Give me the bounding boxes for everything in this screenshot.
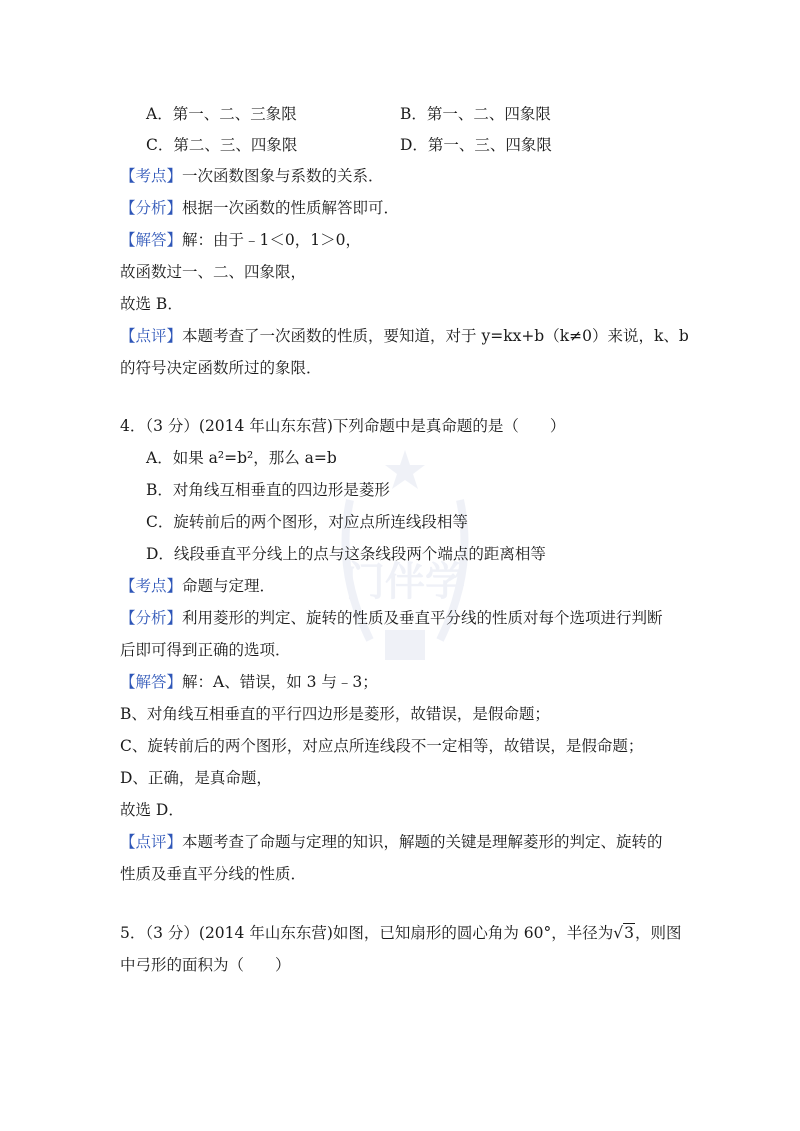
q3-kaodian bbox=[120, 165, 384, 187]
q5-stem bbox=[120, 922, 682, 944]
q4-solution-b: B、对角线互相垂直的平行四边形是菱形，故错误，是假命题； bbox=[120, 705, 550, 723]
q4-stem: 4．（3 分）(2014 年山东东营)下列命题中是真命题的是（ ） bbox=[120, 417, 566, 435]
fenxi-tag: 【分析】 bbox=[120, 199, 183, 217]
kaodian-tag: 【考点】 bbox=[120, 577, 183, 595]
dianping-tag: 【点评】 bbox=[120, 833, 183, 851]
q4-selection: 故选 D． bbox=[120, 801, 184, 819]
q3-option-c: C．第二、三、四象限 bbox=[146, 136, 298, 154]
q3-option-d: D．第一、三、四象限 bbox=[400, 136, 552, 154]
q4-fenxi bbox=[120, 607, 663, 629]
jieda-text: 解：A、错误，如 3 与﹣3； bbox=[182, 673, 378, 691]
q5-stem-line-2: 中弓形的面积为（ ） bbox=[120, 956, 291, 974]
fenxi-text: 根据一次函数的性质解答即可． bbox=[182, 199, 400, 217]
watermark-text: 门伴学 bbox=[345, 559, 465, 605]
sqrt-radical: √3 bbox=[613, 924, 635, 942]
q3-option-b: B．第一、二、四象限 bbox=[400, 105, 551, 123]
q4-dianping-line-2: 性质及垂直平分线的性质． bbox=[120, 865, 307, 883]
dianping-text: 本题考查了命题与定理的知识，解题的关键是理解菱形的判定、旋转的 bbox=[182, 833, 663, 851]
q3-fenxi bbox=[120, 197, 399, 219]
fenxi-text: 利用菱形的判定、旋转的性质及垂直平分线的性质对每个选项进行判断 bbox=[182, 609, 663, 627]
q3-solution-line-2: 故函数过一、二、四象限， bbox=[120, 263, 307, 281]
jieda-tag: 【解答】 bbox=[120, 231, 183, 249]
kaodian-text: 命题与定理． bbox=[182, 577, 276, 595]
q4-option-a: A．如果 a²=b²，那么 a=b bbox=[146, 449, 337, 467]
jieda-text: 解：由于﹣1＜0，1＞0， bbox=[182, 231, 361, 249]
kaodian-tag: 【考点】 bbox=[120, 167, 183, 185]
q3-jieda bbox=[120, 229, 361, 251]
q4-option-b: B．对角线互相垂直的四边形是菱形 bbox=[146, 481, 390, 499]
q4-jieda bbox=[120, 671, 378, 693]
fenxi-tag: 【分析】 bbox=[120, 609, 183, 627]
kaodian-text: 一次函数图象与系数的关系． bbox=[182, 167, 384, 185]
q5-stem-before: 5．（3 分）(2014 年山东东营)如图，已知扇形的圆心角为 60°，半径为 bbox=[120, 924, 614, 942]
q5-stem-after: ，则图 bbox=[635, 924, 682, 942]
dianping-tag: 【点评】 bbox=[120, 327, 183, 345]
dianping-text: 本题考查了一次函数的性质，要知道，对于 y=kx+b（k≠0）来说，k、b bbox=[182, 327, 689, 345]
q4-dianping bbox=[120, 831, 663, 853]
q4-solution-c: C、旋转前后的两个图形，对应点所连线段不一定相等，故错误，是假命题； bbox=[120, 737, 644, 755]
q3-solution-line-3: 故选 B． bbox=[120, 295, 183, 313]
q3-dianping bbox=[120, 325, 689, 347]
q4-fenxi-line-2: 后即可得到正确的选项． bbox=[120, 641, 291, 659]
q3-dianping-line-2: 的符号决定函数所过的象限． bbox=[120, 359, 322, 377]
q4-kaodian bbox=[120, 575, 275, 597]
jieda-tag: 【解答】 bbox=[120, 673, 183, 691]
q4-option-d: D．线段垂直平分线上的点与这条线段两个端点的距离相等 bbox=[146, 545, 546, 563]
q4-option-c: C．旋转前后的两个图形，对应点所连线段相等 bbox=[146, 513, 468, 531]
q4-solution-d: D、正确，是真命题， bbox=[120, 769, 272, 787]
q3-option-a: A．第一、二、三象限 bbox=[146, 105, 297, 123]
radicand: 3 bbox=[624, 924, 635, 942]
